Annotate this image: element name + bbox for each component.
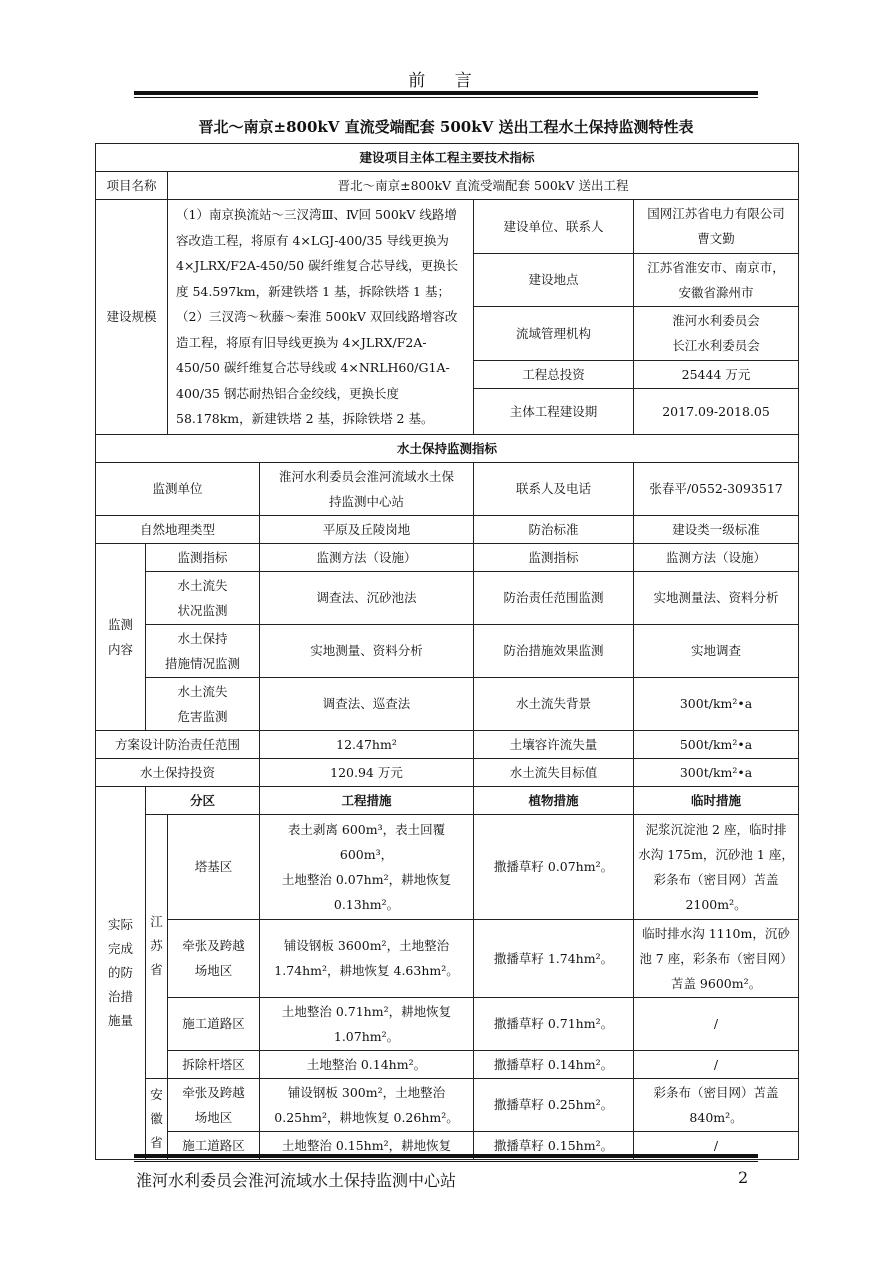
- cell-line: 1.74hm²，耕地恢复 4.63hm²。: [274, 963, 459, 978]
- label-line: 监测: [107, 616, 133, 632]
- plant-cell: 撒播草籽 0.15hm²。: [474, 1131, 634, 1159]
- plant-cell: 撒播草籽 0.07hm²。: [474, 814, 634, 919]
- province-jiangsu: [146, 814, 168, 1078]
- basin-line: 长江水利委员会: [672, 338, 760, 354]
- page-number: 2: [738, 1168, 749, 1187]
- head-eng: 工程措施: [260, 786, 474, 814]
- eng-cell: 土地整治 0.15hm²，耕地恢复: [260, 1131, 474, 1159]
- target-value: 300t/km²•a: [634, 758, 799, 786]
- label-line: 治措: [107, 988, 133, 1004]
- label-line: 江: [150, 914, 163, 929]
- plant-cell: 撒播草籽 0.71hm²。: [474, 997, 634, 1050]
- label-line: 安: [150, 1086, 163, 1102]
- range-label: 方案设计防治责任范围: [96, 730, 260, 758]
- label-line: 实际: [107, 916, 133, 932]
- cell-line: 0.25hm²，耕地恢复 0.26hm²。: [274, 1109, 459, 1125]
- cell-line: 彩条布（密目网）苫盖: [653, 871, 779, 887]
- temp-cell: [634, 1078, 799, 1131]
- table-title: 晋北～南京±800kV 直流受端配套 500kV 送出工程水土保持监测特性表: [198, 118, 694, 136]
- geo-label: 自然地理类型: [96, 515, 260, 543]
- monitor-item: 水土流失背景: [474, 677, 634, 730]
- eng-cell: [260, 997, 474, 1050]
- temp-cell: /: [634, 1131, 799, 1159]
- unit-value: [634, 200, 799, 254]
- item-line: 水土流失: [177, 683, 228, 699]
- scale-label: 建设规模: [96, 200, 168, 435]
- monitor-content-label: [96, 543, 146, 730]
- head-zone: 分区: [146, 786, 260, 814]
- zone-cell: 拆除杆塔区: [168, 1050, 260, 1078]
- location-line: 安徽省滁州市: [678, 284, 754, 300]
- basin-line: 淮河水利委员会: [672, 313, 760, 329]
- period-label: 主体工程建设期: [474, 388, 634, 434]
- cell-line: 土地整治 0.07hm²，耕地恢复: [281, 871, 452, 887]
- cell-line: 铺设钢板 3600m²，土地整治: [283, 938, 450, 953]
- geo-value: 平原及丘陵岗地: [260, 515, 474, 543]
- item-line: 措施情况监测: [164, 655, 240, 671]
- cell-line: 1.07hm²。: [333, 1028, 400, 1044]
- label-line: 省: [150, 1134, 163, 1150]
- monitor-unit-label: 监测单位: [96, 462, 260, 515]
- cell-line: 0.13hm²。: [333, 896, 400, 912]
- plant-cell: 撒播草籽 0.25hm²。: [474, 1078, 634, 1131]
- monitor-item: 防治责任范围监测: [474, 571, 634, 624]
- unit-line: 国网江苏省电力有限公司: [647, 206, 785, 222]
- temp-cell: /: [634, 997, 799, 1050]
- item-line: 危害监测: [177, 708, 228, 724]
- zone-cell: 施工道路区: [168, 997, 260, 1050]
- item-line: 状况监测: [177, 602, 228, 618]
- period-value: 2017.09-2018.05: [634, 388, 799, 434]
- contact-value: 张春平/0552-3093517: [634, 462, 799, 515]
- col-index: 监测指标: [146, 543, 260, 571]
- ws-invest-value: 120.94 万元: [260, 758, 474, 786]
- label-line: 徽: [150, 1110, 163, 1126]
- location-value: [634, 253, 799, 307]
- plant-cell: 撒播草籽 1.74hm²。: [474, 919, 634, 997]
- label-line: 苏: [150, 938, 163, 953]
- project-name: 晋北～南京±800kV 直流受端配套 500kV 送出工程: [168, 172, 799, 200]
- cell-line: 泥浆沉淀池 2 座，临时排: [645, 821, 787, 837]
- monitor-item: [146, 571, 260, 624]
- monitor-method: 调查法、巡查法: [260, 677, 474, 730]
- section-main-tech: 建设项目主体工程主要技术指标: [96, 144, 799, 172]
- zone-cell: [168, 919, 260, 997]
- page-header: 前 言: [408, 71, 484, 91]
- head-plant: 植物措施: [474, 786, 634, 814]
- std-label: 防治标准: [474, 515, 634, 543]
- footer-rule-thin: [134, 1161, 758, 1162]
- measures-label: [96, 786, 146, 1159]
- project-name-label: 项目名称: [96, 172, 168, 200]
- zone-cell: 塔基区: [168, 814, 260, 919]
- eng-cell: [260, 1078, 474, 1131]
- location-line: 江苏省淮安市、南京市，: [647, 259, 785, 275]
- cell-line: 池 7 座，彩条布（密目网）: [639, 950, 793, 966]
- cell-line: 苫盖 9600m²。: [670, 975, 762, 991]
- monitor-unit-line: 淮河水利委员会淮河流域水土保: [278, 468, 454, 484]
- item-line: 水土流失: [177, 577, 228, 593]
- unit-line: 曹文勤: [697, 231, 735, 247]
- scale-text: （1）南京换流站～三汊湾Ⅲ、Ⅳ回 500kV 线路增容改造工程，将原有 4×LGJ-400/35 导线更换为 4×JLRX/F2A-450/50 碳纤维复合芯导线，更换长度 54.597km，新建铁塔 1 基，拆除铁塔 1 基；（2）三汊湾～秋藤～秦淮 500kV 双回线路增容改造工程，将原有旧导线更换为 4×JLRX/F2A-450/50 碳纤维复合芯导线或 4×NRLH60/G1A-400/35 钢芯耐热铝合金绞线，更换长度 58.178km，新建铁塔 2 基，拆除铁塔 2 基。: [168, 200, 474, 435]
- cell-line: 水沟 175m，沉砂池 1 座，: [638, 846, 794, 862]
- location-label: 建设地点: [474, 253, 634, 307]
- range-value: 12.47hm²: [260, 730, 474, 758]
- allow-value: 500t/km²•a: [634, 730, 799, 758]
- monitor-item: [146, 677, 260, 730]
- cell-line: 场地区: [194, 1109, 233, 1125]
- monitor-method: 实地调查: [634, 624, 799, 677]
- monitor-method: 实地测量、资料分析: [260, 624, 474, 677]
- invest-label: 工程总投资: [474, 360, 634, 388]
- cell-line: 牵张及跨越: [182, 1084, 245, 1100]
- monitor-method: 实地测量法、资料分析: [634, 571, 799, 624]
- zone-cell: 施工道路区: [168, 1131, 260, 1159]
- cell-line: 彩条布（密目网）苫盖: [653, 1084, 779, 1100]
- label-line: 省: [150, 962, 163, 977]
- eng-cell: 土地整治 0.14hm²。: [260, 1050, 474, 1078]
- temp-cell: [634, 814, 799, 919]
- std-value: 建设类一级标准: [634, 515, 799, 543]
- cell-line: 表土剥离 600m³，表土回覆 600m³，: [287, 821, 446, 862]
- monitor-unit-value: [260, 462, 474, 515]
- plant-cell: 撒播草籽 0.14hm²。: [474, 1050, 634, 1078]
- unit-label: 建设单位、联系人: [474, 200, 634, 254]
- allow-label: 土壤容许流失量: [474, 730, 634, 758]
- cell-line: 场地区: [194, 963, 233, 978]
- basin-value: [634, 307, 799, 361]
- cell-line: 铺设钢板 300m²，土地整治: [287, 1084, 446, 1100]
- cell-line: 土地整治 0.71hm²，耕地恢复: [281, 1003, 452, 1019]
- col-method: 监测方法（设施）: [260, 543, 474, 571]
- cell-line: 牵张及跨越: [182, 938, 245, 953]
- contact-label: 联系人及电话: [474, 462, 634, 515]
- characteristics-table: [95, 143, 799, 1160]
- target-label: 水土流失目标值: [474, 758, 634, 786]
- monitor-unit-line: 持监测中心站: [328, 493, 404, 509]
- item-line: 水土保持: [177, 630, 228, 646]
- eng-cell: [260, 919, 474, 997]
- footer-org: 淮河水利委员会淮河流域水土保持监测中心站: [136, 1171, 457, 1190]
- temp-cell: /: [634, 1050, 799, 1078]
- temp-cell: [634, 919, 799, 997]
- cell-line: 840m²。: [689, 1109, 743, 1125]
- footer-rule-thick: [134, 1154, 758, 1158]
- label-line: 的防: [107, 964, 133, 980]
- province-anhui: [146, 1078, 168, 1159]
- cell-line: 2100m²。: [685, 896, 747, 912]
- monitor-item: [146, 624, 260, 677]
- basin-label: 流域管理机构: [474, 307, 634, 361]
- eng-cell: [260, 814, 474, 919]
- header-rule-thin: [134, 97, 758, 98]
- col-method: 监测方法（设施）: [634, 543, 799, 571]
- cell-line: 临时排水沟 1110m，沉砂: [642, 925, 790, 941]
- label-line: 施量: [107, 1012, 133, 1028]
- monitor-item: 防治措施效果监测: [474, 624, 634, 677]
- label-line: 完成: [107, 940, 133, 956]
- header-rule-thick: [134, 91, 758, 95]
- section-monitor: 水土保持监测指标: [96, 434, 799, 462]
- monitor-method: 300t/km²•a: [634, 677, 799, 730]
- ws-invest-label: 水土保持投资: [96, 758, 260, 786]
- invest-value: 25444 万元: [634, 360, 799, 388]
- col-index: 监测指标: [474, 543, 634, 571]
- head-temp: 临时措施: [634, 786, 799, 814]
- label-line: 内容: [107, 641, 133, 657]
- monitor-method: 调查法、沉砂池法: [260, 571, 474, 624]
- zone-cell: [168, 1078, 260, 1131]
